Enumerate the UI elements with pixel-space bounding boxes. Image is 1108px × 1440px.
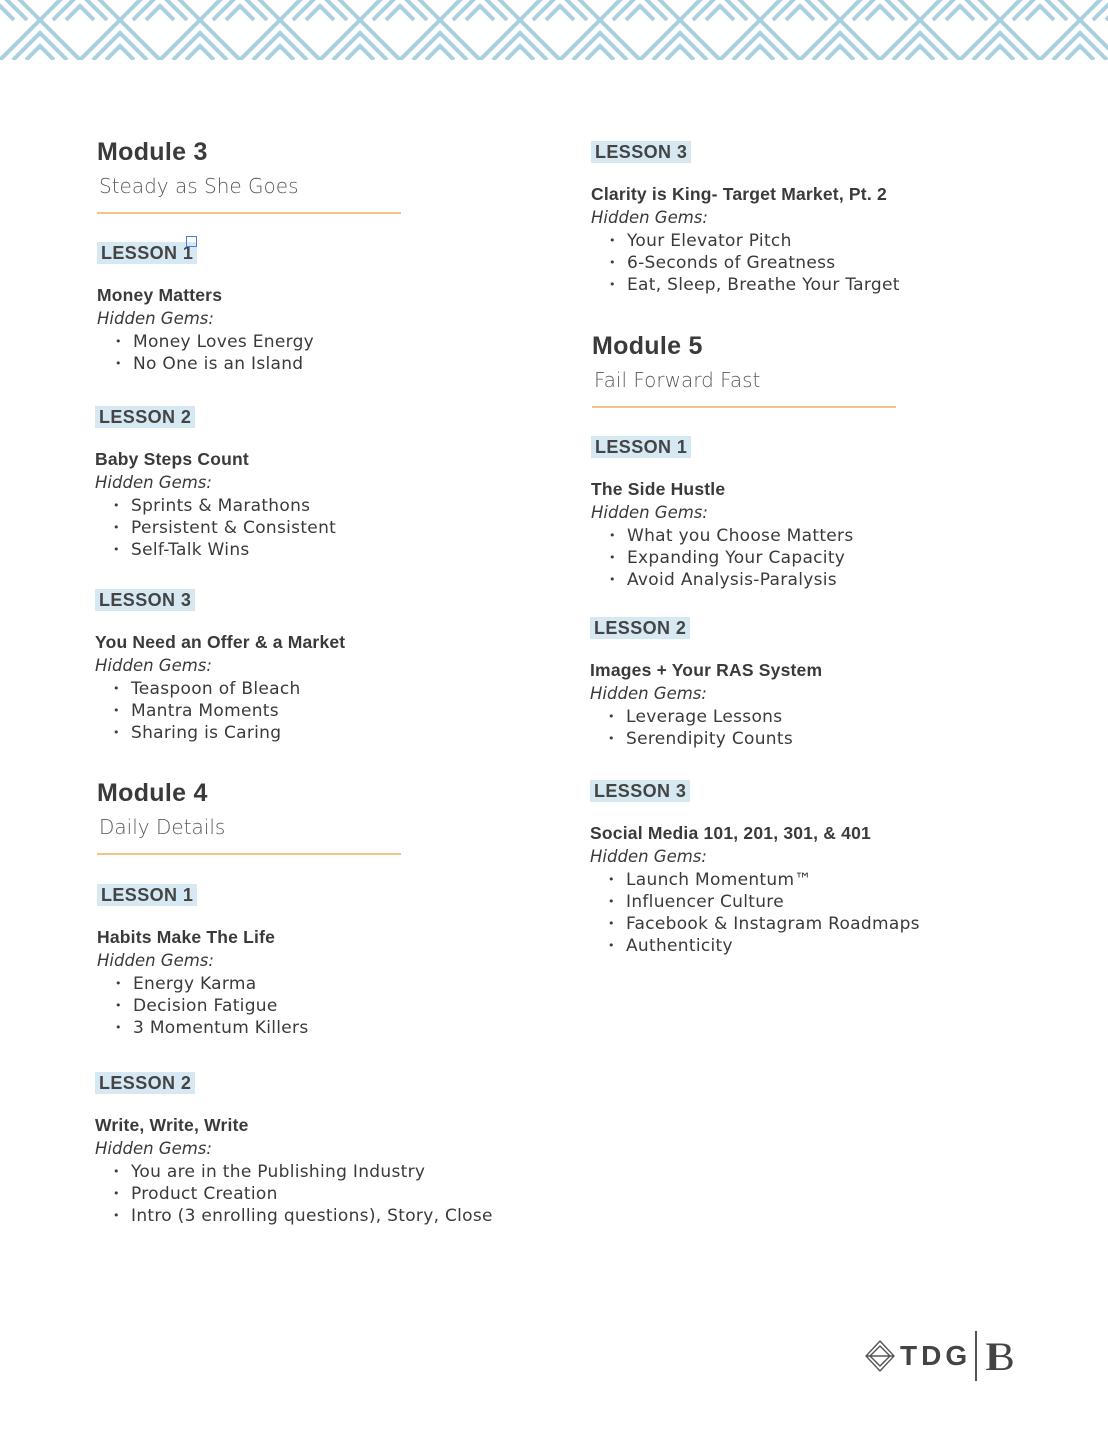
logo-divider xyxy=(975,1331,977,1381)
hidden-gem-item: • Launch Momentum™ xyxy=(608,869,1050,891)
lesson-block xyxy=(591,436,1051,591)
hidden-gems-label: Hidden Gems: xyxy=(591,503,708,522)
lesson-title: Baby Steps Count xyxy=(95,449,249,469)
lesson-title: Money Matters xyxy=(97,285,223,305)
lesson-badge: LESSON 2 xyxy=(95,1072,195,1094)
hidden-gem-item: • Leverage Lessons xyxy=(608,706,1050,728)
lesson-title: Images + Your RAS System xyxy=(590,660,823,680)
lesson-title: Clarity is King- Target Market, Pt. 2 xyxy=(591,184,887,204)
hidden-gem-item: • 6-Seconds of Greatness xyxy=(609,252,1051,274)
hidden-gems-list xyxy=(95,678,555,744)
hidden-gems-list xyxy=(590,706,1050,750)
hidden-gem-item: • Expanding Your Capacity xyxy=(609,547,1051,569)
module-title: Module 3 xyxy=(97,138,208,166)
module-subtitle: Steady as She Goes xyxy=(99,174,299,198)
hidden-gems-label: Hidden Gems: xyxy=(590,684,707,703)
module-header xyxy=(592,332,902,408)
hidden-gem-item: • Money Loves Energy xyxy=(115,331,557,353)
hidden-gems-list xyxy=(590,869,1050,957)
lesson-badge: LESSON 1 xyxy=(97,242,197,264)
hidden-gem-item: • Influencer Culture xyxy=(608,891,1050,913)
hidden-gem-item: • Avoid Analysis-Paralysis xyxy=(609,569,1051,591)
lesson-badge: LESSON 3 xyxy=(590,780,690,802)
lesson-block xyxy=(590,617,1050,750)
hidden-gems-list xyxy=(97,973,557,1039)
hidden-gems-label: Hidden Gems: xyxy=(590,847,707,866)
lesson-block xyxy=(590,780,1050,957)
hidden-gems-label: Hidden Gems: xyxy=(95,473,212,492)
logo xyxy=(864,1330,1005,1382)
logo-ib: IB xyxy=(984,1333,1005,1379)
lesson-title: Write, Write, Write xyxy=(95,1115,249,1135)
hidden-gems-list xyxy=(97,331,557,375)
module-divider xyxy=(97,853,401,855)
hidden-gems-label: Hidden Gems: xyxy=(97,951,214,970)
hidden-gem-item: • No One is an Island xyxy=(115,353,557,375)
hidden-gems-list xyxy=(591,230,1051,296)
hidden-gem-item: • Teaspoon of Bleach xyxy=(113,678,555,700)
lesson-badge: LESSON 1 xyxy=(97,884,197,906)
hidden-gems-label: Hidden Gems: xyxy=(95,656,212,675)
header-chevron-pattern xyxy=(0,0,1108,60)
hidden-gem-item: • Authenticity xyxy=(608,935,1050,957)
hidden-gem-item: • Mantra Moments xyxy=(113,700,555,722)
hidden-gem-item: • Your Elevator Pitch xyxy=(609,230,1051,252)
module-title: Module 4 xyxy=(97,779,208,807)
lesson-title: You Need an Offer & a Market xyxy=(95,632,346,652)
hidden-gem-item: • What you Choose Matters xyxy=(609,525,1051,547)
hidden-gems-label: Hidden Gems: xyxy=(97,309,214,328)
hidden-gem-item: • Eat, Sleep, Breathe Your Target xyxy=(609,274,1051,296)
lesson-badge: LESSON 3 xyxy=(95,589,195,611)
hidden-gem-item: • 3 Momentum Killers xyxy=(115,1017,557,1039)
lesson-title: Habits Make The Life xyxy=(97,927,276,947)
lesson-title: Social Media 101, 201, 301, & 401 xyxy=(590,823,871,843)
module-subtitle: Fail Forward Fast xyxy=(594,368,761,392)
hidden-gems-label: Hidden Gems: xyxy=(591,208,708,227)
hidden-gem-item: • Facebook & Instagram Roadmaps xyxy=(608,913,1050,935)
hidden-gem-item: • Sprints & Marathons xyxy=(113,495,555,517)
lesson-block xyxy=(97,242,557,375)
hidden-gems-list xyxy=(95,495,555,561)
lesson-badge: LESSON 2 xyxy=(95,406,195,428)
hidden-gem-item: • Energy Karma xyxy=(115,973,557,995)
module-divider xyxy=(97,212,401,214)
logo-tdg: TDG xyxy=(900,1340,972,1371)
hidden-gem-item: • You are in the Publishing Industry xyxy=(113,1161,555,1183)
hidden-gem-item: • Intro (3 enrolling questions), Story, Close xyxy=(113,1205,555,1227)
lesson-block xyxy=(95,589,555,744)
lesson-block xyxy=(97,884,557,1039)
hidden-gem-item: • Decision Fatigue xyxy=(115,995,557,1017)
selection-handle[interactable] xyxy=(186,236,197,247)
lesson-badge: LESSON 2 xyxy=(590,617,690,639)
hidden-gem-item: • Sharing is Caring xyxy=(113,722,555,744)
lesson-title: The Side Hustle xyxy=(591,479,726,499)
hidden-gems-list xyxy=(591,525,1051,591)
hidden-gem-item: • Product Creation xyxy=(113,1183,555,1205)
diamond-logo-icon xyxy=(864,1339,896,1373)
hidden-gem-item: • Self-Talk Wins xyxy=(113,539,555,561)
module-title: Module 5 xyxy=(592,332,703,360)
hidden-gems-label: Hidden Gems: xyxy=(95,1139,212,1158)
hidden-gem-item: • Serendipity Counts xyxy=(608,728,1050,750)
module-header xyxy=(97,779,407,855)
module-subtitle: Daily Details xyxy=(99,815,226,839)
lesson-block xyxy=(591,141,1051,296)
hidden-gem-item: • Persistent & Consistent xyxy=(113,517,555,539)
module-header xyxy=(97,138,407,214)
lesson-block xyxy=(95,406,555,561)
module-divider xyxy=(592,406,896,408)
lesson-badge: LESSON 3 xyxy=(591,141,691,163)
lesson-block xyxy=(95,1072,555,1227)
hidden-gems-list xyxy=(95,1161,555,1227)
lesson-badge: LESSON 1 xyxy=(591,436,691,458)
